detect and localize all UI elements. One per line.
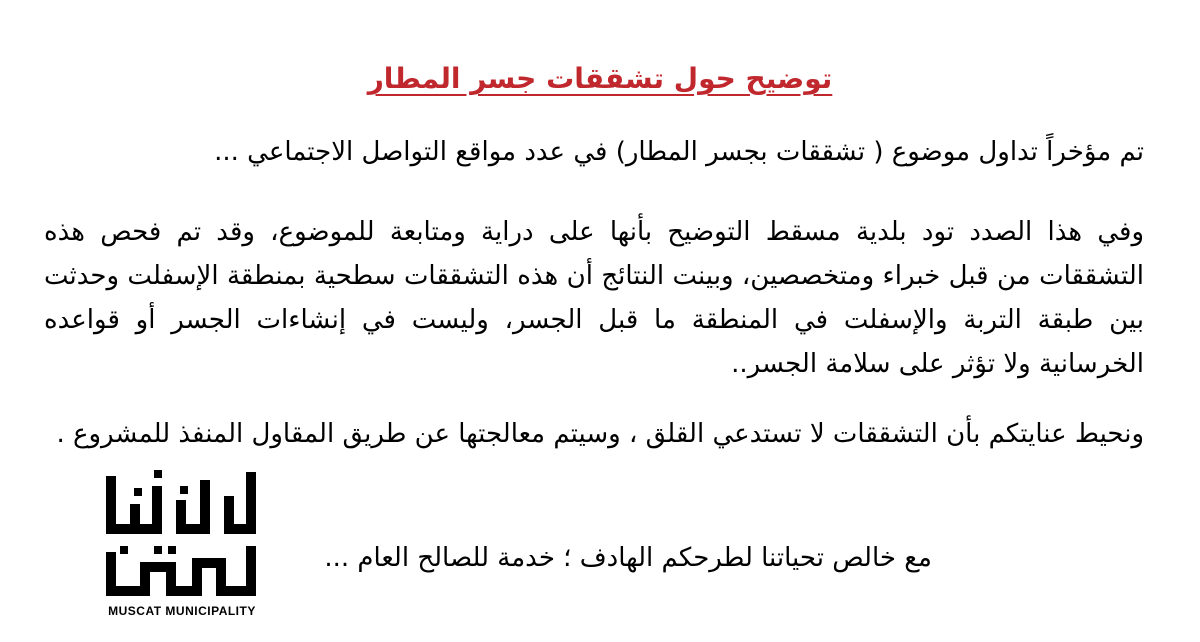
document-title: توضيح حول تشققات جسر المطار <box>367 62 833 95</box>
paragraph-reassurance: ونحيط عنايتكم بأن التشققات لا تستدعي القلق ، وسيتم معالجتها عن طريق المقاول المنفذ للمشروع . <box>56 419 1144 449</box>
logo-caption: MUSCAT MUNICIPALITY <box>108 604 256 618</box>
muscat-municipality-logo-icon <box>96 466 266 616</box>
logo-wordmark-icon <box>96 466 266 606</box>
closing-line: مع خالص تحياتنا لطرحكم الهادف ؛ خدمة للصالح العام ... <box>324 543 932 573</box>
paragraph-intro: تم مؤخراً تداول موضوع ( تشققات بجسر المطار) في عدد مواقع التواصل الاجتماعي ... <box>214 137 1144 167</box>
paragraph-clarification: وفي هذا الصدد تود بلدية مسقط التوضيح بأنها على دراية ومتابعة للموضوع، وقد تم فحص هذه التشققات من قبل خبراء ومتخصصين، وبينت النتائج أن هذه التشققات سطحية بمنطقة الإسفلت وحدثت بين طبقة التربة والإسفلت في المنطقة ما قبل الجسر، وليست في إنشاءات الجسر أو قواعده الخرسانية ولا تؤثر على سلامة الجسر.. <box>44 217 1144 379</box>
